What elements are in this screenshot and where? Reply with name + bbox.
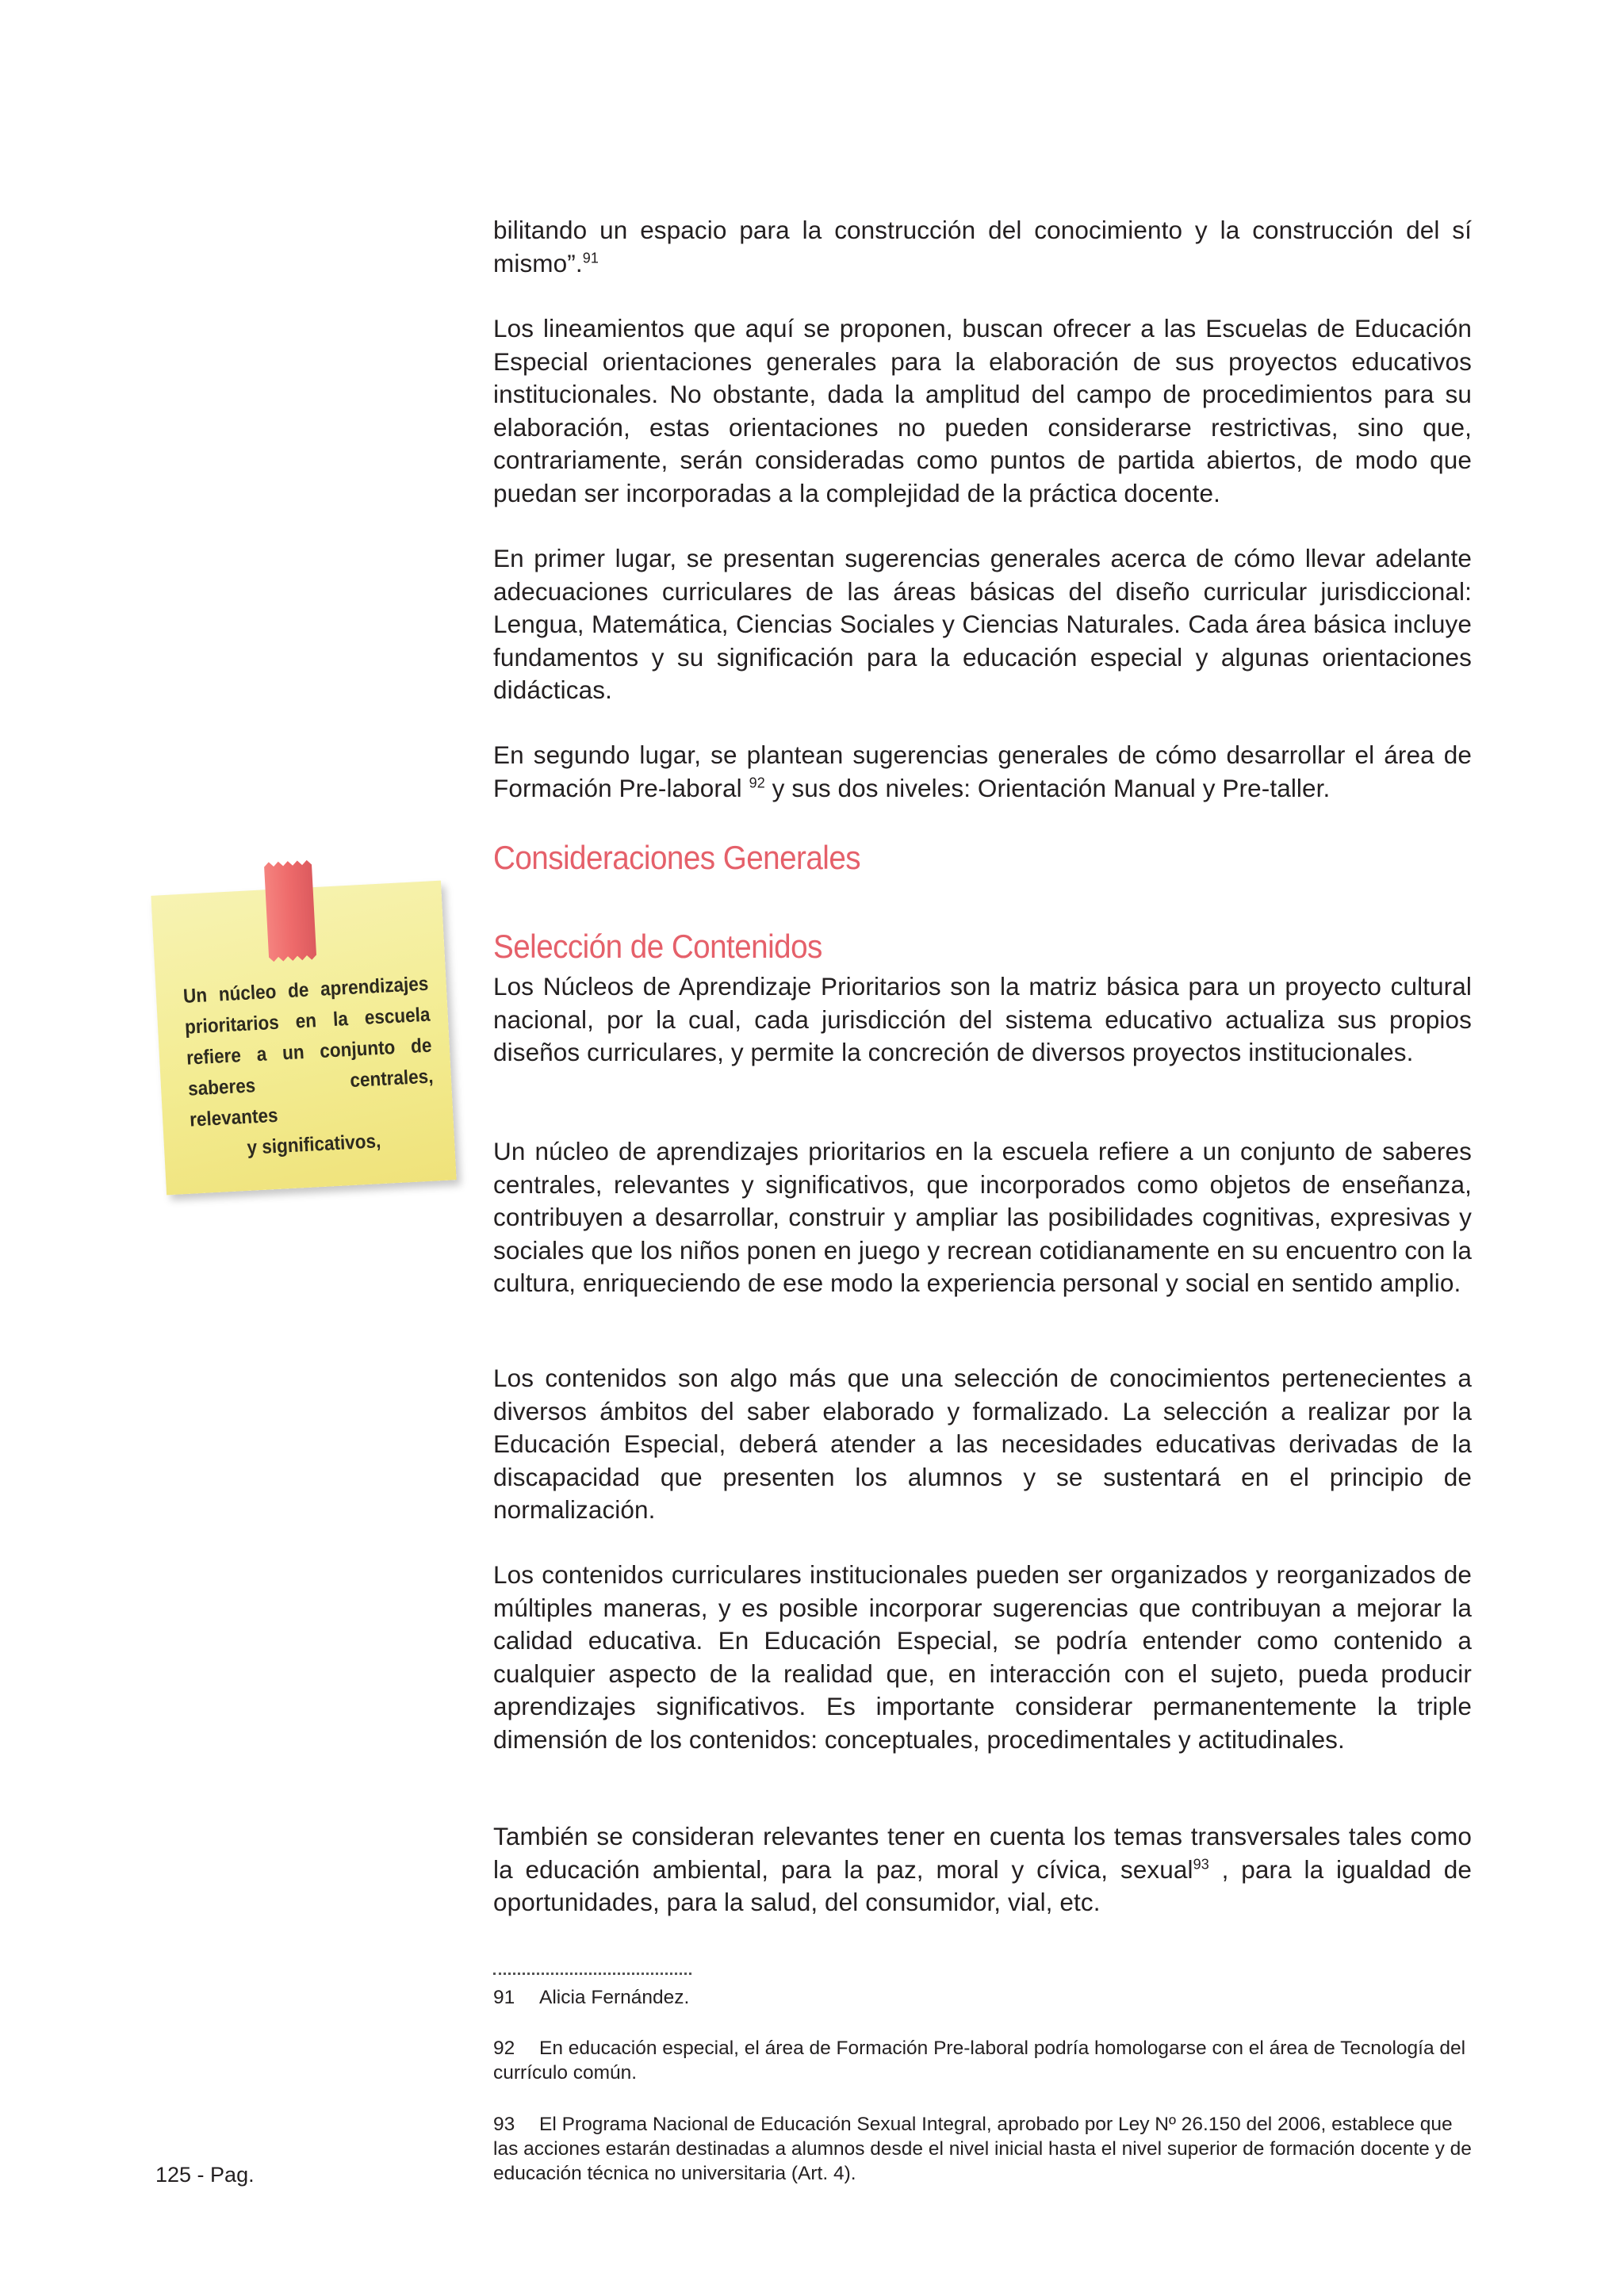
footnote-93: 93 El Programa Nacional de Educación Sexual Integral, aprobado por Ley Nº 26.150 del 2006, establece que las acciones estarán destinadas a alumnos desde el nivel inicial hasta el nivel superior de formación docente y de educación técnica no universitaria (Art. 4).	[493, 2114, 1472, 2184]
paragraph-segundo-lugar: En segundo lugar, se plantean sugerencias generales de cómo desarrollar el área de Formación Pre-laboral $^{92}$ y sus dos niveles: Orientación Manual y Pre-taller.	[493, 740, 1472, 802]
heading-consideraciones-generales: Consideraciones Generales	[493, 839, 861, 876]
paragraph-nucleo-aprendizajes: Un núcleo de aprendizajes prioritarios en la escuela refiere a un conjunto de saberes centrales, relevantes y significativos, que incorporados como objetos de enseñanza, contribuyen a desarrollar, construir y ampliar las posibilidades cognitivas, expresivas y sociales que los niños ponen en juego y recrean cotidianamente en su encuentro con la cultura, enriqueciendo de ese modo la experiencia personal y social en sentido amplio.	[493, 1137, 1472, 1297]
footnote-ref-92[interactable]: 92	[749, 775, 765, 790]
footnote-ref-93[interactable]: 93	[1193, 1856, 1209, 1872]
paragraph-lineamientos: Los lineamientos que aquí se proponen, buscan ofrecer a las Escuelas de Educación Especial orientaciones generales para la elaboración de sus proyectos educativos institucionales. No obstante, dada la amplitud del campo de procedimientos para su elaboración, estas orientaciones no pueden considerarse restrictivas, sino que, contrariamente, serán consideradas como puntos de partida abiertos, de modo que puedan ser incorporadas a la complejidad de la práctica docente.	[493, 314, 1472, 507]
paragraph-temas-transversales: También se consideran relevantes tener en cuenta los temas transversales tales como la educación ambiental, para la paz, moral y cívica, sexual$^{93}$ , para la igualdad de oportunidades, para la salud, del consumidor, vial, etc.	[493, 1822, 1473, 1916]
heading-seleccion-de-contenidos: Selección de Contenidos	[493, 928, 822, 965]
paragraph-continuation: bilitando un espacio para la construcción del conocimiento y la construcción del sí mismo”.$^{91}$	[493, 216, 1472, 277]
page-number: 125 - Pag.	[155, 2163, 255, 2187]
paragraph-primer-lugar: En primer lugar, se presentan sugerencias generales acerca de cómo llevar adelante adecuaciones curriculares de las áreas básicas del diseño curricular jurisdiccional: Lengua, Matemática, Ciencias Sociales y Ciencias Naturales. Cada área básica incluye fundamentos y su significación para la educación especial y algunas orientaciones didácticas.	[493, 544, 1472, 704]
footnote-92: 92 En educación especial, el área de Formación Pre-laboral podría homologarse con el área de Tecnología del currículo común.	[493, 2038, 1466, 2084]
paragraph-contenidos-seleccion: Los contenidos son algo más que una selección de conocimientos pertenecientes a diversos ámbitos del saber elaborado y formalizado. La selección a realizar por la Educación Especial, deberá atender a las necesidades educativas derivadas de la discapacidad que presenten los alumnos y se sustentará en el principio de normalización.	[493, 1364, 1472, 1524]
tape-icon	[262, 856, 319, 963]
footnote-separator	[493, 1973, 691, 1975]
sticky-note-text: Un núcleo de aprendizajes prioritarios en la escuela refiere a un conjunto de saberes centrales, relevantes y significativos,	[182, 972, 435, 1159]
paragraph-nucleos: Los Núcleos de Aprendizaje Prioritarios son la matriz básica para un proyecto cultural nacional, por la cual, cada jurisdicción del sistema educativo actualiza sus propios diseños curriculares, y permite la concreción de diversos proyectos institucionales.	[493, 972, 1472, 1066]
footnote-91: 91 Alicia Fernández.	[493, 1987, 690, 2008]
footnote-ref-91[interactable]: 91	[582, 250, 599, 266]
paragraph-contenidos-curriculares: Los contenidos curriculares institucionales pueden ser organizados y reorganizados de múltiples maneras, y es posible incorporar sugerencias que contribuyan a mejorar la calidad educativa. En Educación Especial, se podría entender como contenido a cualquier aspecto de la realidad que, en interacción con el sujeto, pueda producir aprendizajes significativos. Es importante considerar permanentemente la triple dimensión de los contenidos: conceptuales, procedimentales y actitudinales.	[493, 1560, 1472, 1754]
